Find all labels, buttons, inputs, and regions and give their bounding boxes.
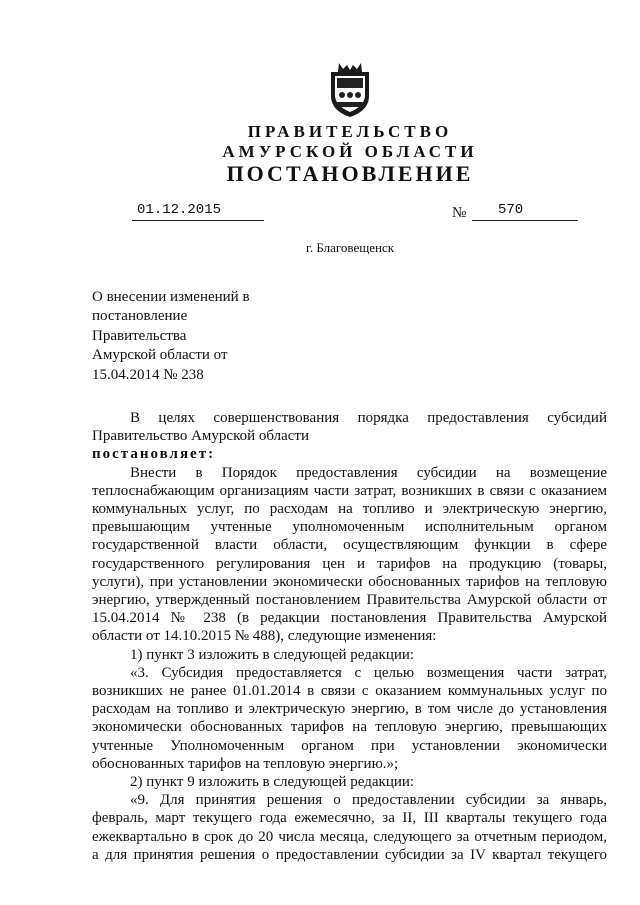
body-line: государственного регулирования цен и тарифов на продукцию (товары,	[92, 555, 607, 572]
body-line: «9. Для принятия решения о предоставлении субсидии за январь,	[130, 792, 607, 809]
body-line: энергию, утвержденный постановлением Правительства Амурской области от	[92, 592, 607, 609]
body-line: расходам на топливо и электрическую энергию, в том числе до установления	[92, 701, 607, 718]
amendment-item-1: 1) пункт 3 изложить в следующей редакции:	[130, 646, 415, 663]
body-line: учтенные Уполномоченным органом при установлении экономически	[92, 737, 607, 754]
subject-line: постановление	[92, 308, 188, 325]
body-line: государственной власти области, осуществляющим функции в сфере	[92, 537, 607, 554]
body-line: области от 14.10.2015 № 488), следующие изменения:	[92, 628, 437, 645]
body-line: февраль, март текущего года ежемесячно, за II, III кварталы текущего года	[92, 810, 607, 827]
document-subject	[92, 288, 250, 385]
body-line: услуги), при установлении экономически обоснованных тарифов на тепловую	[92, 573, 607, 590]
body-line: ежеквартально в срок до 20 числа месяца, следующего за отчетным периодом,	[92, 828, 607, 845]
document-type-title: ПОСТАНОВЛЕНИЕ	[226, 161, 474, 186]
body-line: В целях совершенствования порядка предоставления субсидий	[130, 410, 607, 426]
body-line: «3. Субсидия предоставляется с целью возмещения части затрат,	[130, 664, 607, 681]
document-body	[92, 409, 607, 864]
decree-word: постановляет:	[92, 446, 216, 463]
number-sign: №	[452, 205, 467, 221]
subject-line: О внесении изменений в	[92, 289, 250, 305]
body-line: Внести в Порядок предоставления субсидии на возмещение	[130, 464, 607, 481]
subject-line: 15.04.2014 № 238	[92, 366, 204, 383]
coat-of-arms-icon	[327, 62, 373, 118]
organization-name-line2: АМУРСКОЙ ОБЛАСТИ	[222, 142, 478, 161]
subject-line: Правительства	[92, 327, 187, 344]
document-number: 570	[498, 202, 524, 218]
body-line: теплоснабжающим организациям части затрат, возникших в связи с оказанием	[92, 482, 607, 499]
document-date: 01.12.2015	[137, 202, 222, 218]
number-underline	[472, 206, 578, 221]
body-line: обоснованных тарифов на тепловую энергию.»;	[92, 755, 399, 772]
city-name: г. Благовещенск	[305, 240, 395, 255]
body-line: 15.04.2014 № 238 (в редакции постановления Правительства Амурской	[92, 610, 607, 627]
amendment-item-2: 2) пункт 9 изложить в следующей редакции:	[130, 774, 415, 791]
body-line: а для принятия решения о предоставлении субсидии за IV квартал текущего	[92, 846, 607, 863]
body-line: Правительство Амурской области	[92, 428, 310, 445]
body-line: коммунальных услуг, по расходам на топливо и электрическую энергию,	[92, 501, 607, 518]
body-line: превышающим учтенные уполномоченным исполнительным органом	[92, 519, 607, 536]
body-line: возникших не ранее 01.01.2014 в связи с оказанием коммунальных услуг по	[92, 683, 607, 700]
subject-line: Амурской области от	[92, 347, 228, 364]
body-line: экономически обоснованных тарифов на тепловую энергию, превышающих	[92, 719, 607, 736]
organization-name-line1: ПРАВИТЕЛЬСТВО	[247, 122, 453, 141]
